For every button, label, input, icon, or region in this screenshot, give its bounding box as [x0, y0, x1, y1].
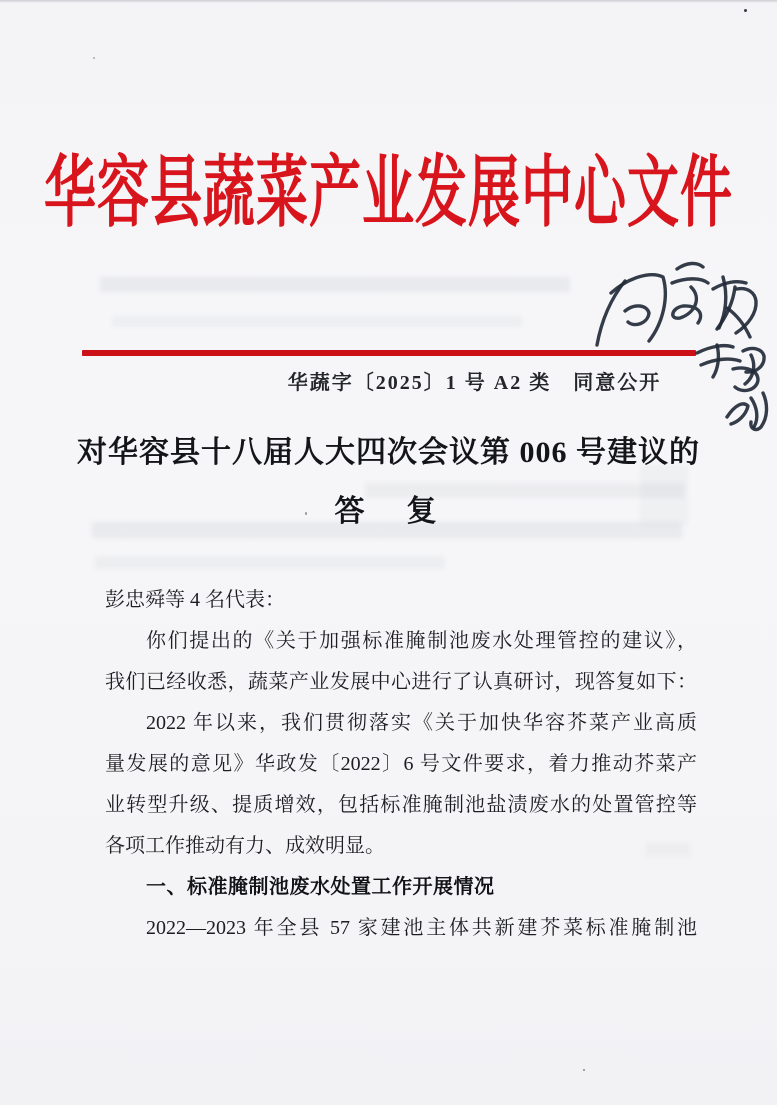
scan-edge-shadow [0, 0, 777, 3]
salutation-line: 彭忠舜等 4 名代表： [105, 589, 285, 611]
body-line: 2022 年以来，我们贯彻落实《关于加快华容芥菜产业高质 [146, 712, 697, 734]
scan-speck [583, 1069, 585, 1071]
bleed-through-smudge [95, 556, 445, 569]
document-number-line: 华蔬字〔2025〕1 号 A2 类 同意公开 [287, 372, 662, 394]
document-body [105, 580, 697, 949]
body-line: 各项工作推动有力、成效明显。 [105, 835, 385, 857]
handwritten-approval-annotation [575, 253, 777, 450]
document-title-line1: 对华容县十八届人大四次会议第 006 号建议的 [77, 436, 700, 469]
bleed-through-smudge [100, 277, 570, 292]
bleed-through-smudge [112, 316, 522, 327]
body-line: 你们提出的《关于加强标准腌制池废水处理管控的建议》， [146, 630, 697, 652]
section-heading: 一、标准腌制池废水处置工作开展情况 [146, 876, 495, 898]
body-line: 2022—2023 年全县 57 家建池主体共新建芥菜标准腌制池 [146, 917, 697, 939]
body-line: 我们已经收悉，蔬菜产业发展中心进行了认真研讨，现答复如下： [105, 671, 697, 693]
document-title-line2: 答 复 [334, 495, 443, 528]
body-line: 业转型升级、提质增效，包括标准腌制池盐渍废水的处置管控等 [105, 794, 697, 816]
scan-speck [305, 512, 307, 515]
body-line: 量发展的意见》华政发〔2022〕6 号文件要求，着力推动芥菜产 [105, 753, 697, 775]
scan-speck [744, 9, 747, 12]
letterhead-title: 华容县蔬菜产业发展中心文件 [43, 151, 733, 237]
scan-speck [93, 57, 95, 59]
